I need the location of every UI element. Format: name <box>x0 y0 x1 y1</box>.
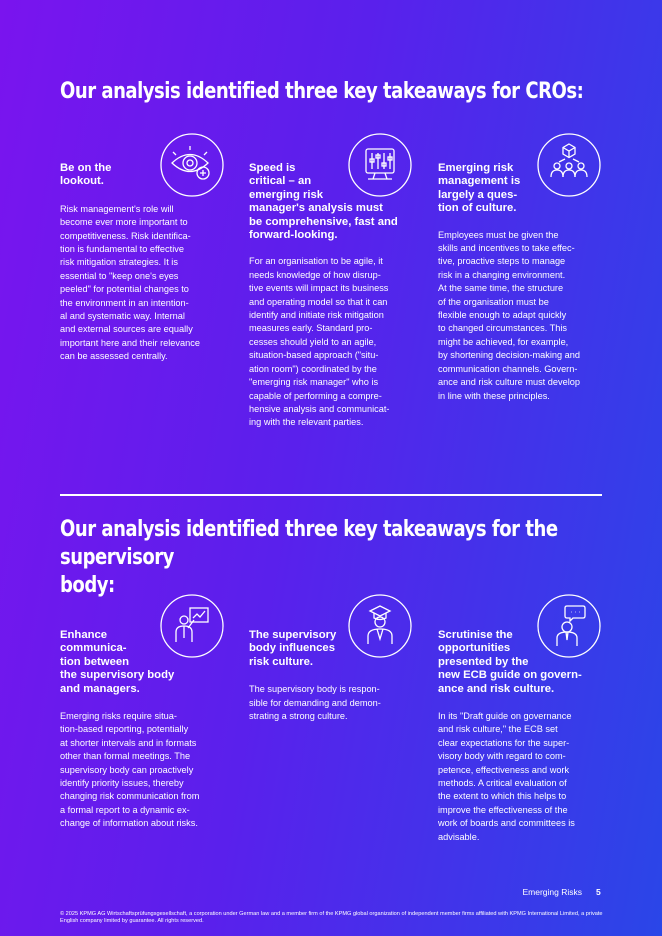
takeaway-column-5 <box>249 629 413 723</box>
takeaway-column-1 <box>60 162 224 364</box>
takeaway-title: Scrutinise the opportunities presented by the new ECB guide on govern- ance and risk culture. <box>438 629 582 695</box>
section-heading-supervisory-body: Our analysis identified three key takeaways for the supervisory body: <box>60 517 558 598</box>
takeaway-body: Risk management's role will become ever more important to competitiveness. Risk identifica- tion is fundamental to effective risk mitigation strategies. It is essential to "keep one's eyes peeled" for potential changes to the environment in an intention- al and systematic way. Internal and external sources are equally important here and their relevance can be assessed centrally. <box>60 203 200 362</box>
page-number: 5 <box>596 887 601 897</box>
takeaway-column-3 <box>438 162 602 403</box>
takeaway-body: The supervisory body is respon- sible for demanding and demon- strating a strong culture. <box>249 684 381 722</box>
takeaway-body: Emerging risks require situa- tion-based reporting, potentially at shorter intervals and in formats other than formal meetings. The supervisory body can proactively identify priority issues, thereby changing risk communication from a formal report to a dynamic ex- change of information about risks. <box>60 711 200 829</box>
takeaway-body: In its "Draft guide on governance and risk culture," the ECB set clear expectations for the super- visory body with regard to com- petence, effectiveness and work methods. A critical evaluation of the extent to which this helps to improve the effectiveness of the work of boards and committees is advisable. <box>438 711 575 842</box>
section-divider <box>60 494 602 496</box>
takeaway-column-6 <box>438 629 602 844</box>
takeaway-title: Emerging risk management is largely a ques- tion of culture. <box>438 162 521 215</box>
takeaway-column-4 <box>60 629 224 831</box>
takeaway-title: Enhance communica- tion between the supervisory body and managers. <box>60 629 175 695</box>
takeaway-body: For an organisation to be agile, it needs knowledge of how disrup- tive events will impact its business and operating model so that it can identify and initiate risk mitigation measures early. Standard pro- cesses should yield to an agile, situation-based approach ("situ- ation room") coordinated by the "emerging risk manager" who is capable of performing a compre- hensive analysis and communicat- ing with the relevant parties. <box>249 256 390 428</box>
takeaway-column-2 <box>249 162 413 430</box>
footer-publication-title: Emerging Risks <box>522 887 582 897</box>
copyright-notice: © 2025 KPMG AG Wirtschaftsprüfungsgesellschaft, a corporation under German law and a member firm of the KPMG global organization of independent member firms affiliated with KPMG International Limited, a private English company limited by guarantee. All rights reserved. <box>60 911 603 924</box>
takeaway-title: The supervisory body influences risk culture. <box>249 629 337 668</box>
section-heading-cros: Our analysis identified three key takeaways for CROs: <box>60 79 584 104</box>
takeaway-title: Be on the lookout. <box>60 162 112 188</box>
takeaway-title: Speed is critical – an emerging risk manager's analysis must be comprehensive, fast and forward-looking. <box>249 162 398 242</box>
takeaway-body: Employees must be given the skills and incentives to take effec- tive, proactive steps to manage risk in a changing environment. At the same time, the structure of the organisation must be flexible enough to adapt quickly to changed circumstances. This might be achieved, for example, by shortening decision-making and communication channels. Govern- ance and risk culture must develop in line with these principles. <box>438 229 580 401</box>
